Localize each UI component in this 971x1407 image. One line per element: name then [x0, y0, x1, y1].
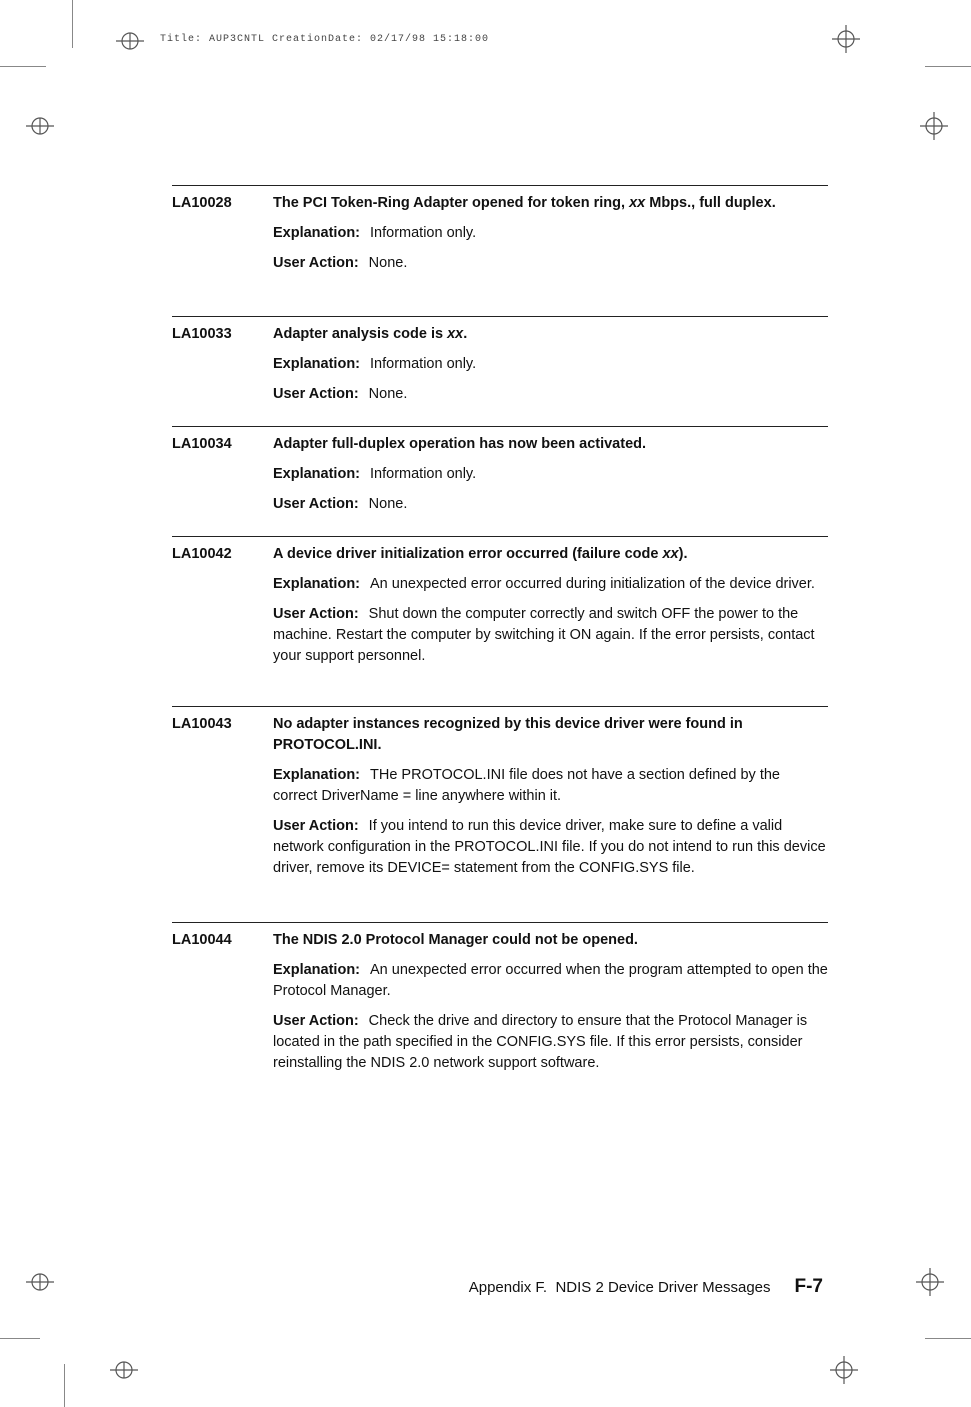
print-header: Title: AUP3CNTL CreationDate: 02/17/98 15:18:00: [160, 34, 490, 45]
explanation: Explanation: THe PROTOCOL.INI file does not have a section defined by the correct DriverName = line anywhere within it.: [273, 767, 780, 804]
message-title: The NDIS 2.0 Protocol Manager could not be opened.: [273, 932, 638, 948]
message-title: The PCI Token-Ring Adapter opened for token ring, xx Mbps., full duplex.: [273, 195, 776, 211]
explanation: Explanation: An unexpected error occurred during initialization of the device driver.: [273, 576, 815, 592]
message-entry: [172, 706, 828, 879]
trim-line: [925, 1338, 971, 1339]
registration-mark-icon: [832, 25, 860, 53]
page-footer: [469, 1276, 823, 1299]
user-action-label: User Action:: [273, 496, 359, 512]
message-entry: [172, 536, 828, 667]
explanation-label: Explanation:: [273, 962, 361, 978]
page-number: F-7: [794, 1276, 823, 1297]
message-code: LA10043: [172, 716, 232, 732]
explanation: Explanation: Information only.: [273, 356, 477, 372]
explanation-label: Explanation:: [273, 767, 361, 783]
registration-mark-icon: [26, 112, 54, 140]
message-title: No adapter instances recognized by this device driver were found in PROTOCOL.INI.: [273, 716, 743, 753]
user-action-label: User Action:: [273, 818, 359, 834]
message-title: Adapter analysis code is xx.: [273, 326, 468, 342]
message-code: LA10033: [172, 326, 232, 342]
user-action: User Action: Shut down the computer correctly and switch OFF the power to the machine. Restart the computer by switching it ON again. If the error persists, contact your support personnel.: [273, 606, 815, 664]
registration-mark-icon: [116, 27, 144, 55]
message-code: LA10028: [172, 195, 232, 211]
message-code: LA10034: [172, 436, 232, 452]
user-action: User Action: If you intend to run this device driver, make sure to define a valid network configuration in the PROTOCOL.INI file. If you do not intend to run this device driver, remove its DEVICE= statement from the CONFIG.SYS file.: [273, 818, 826, 876]
registration-mark-icon: [830, 1356, 858, 1384]
explanation: Explanation: An unexpected error occurred when the program attempted to open the Protocol Manager.: [273, 962, 828, 999]
explanation-label: Explanation:: [273, 466, 361, 482]
explanation-label: Explanation:: [273, 356, 361, 372]
user-action-label: User Action:: [273, 255, 359, 271]
user-action: User Action: Check the drive and directory to ensure that the Protocol Manager is located in the path specified in the CONFIG.SYS file. If this error persists, consider reinstalling the NDIS 2.0 network support software.: [273, 1013, 808, 1071]
explanation-label: Explanation:: [273, 576, 361, 592]
footer-text: Appendix F. NDIS 2 Device Driver Messages: [468, 1279, 771, 1296]
user-action-label: User Action:: [273, 606, 359, 622]
message-entry: [172, 922, 828, 1074]
user-action: User Action: None.: [273, 496, 408, 512]
explanation-label: Explanation:: [273, 225, 361, 241]
message-title: A device driver initialization error occurred (failure code xx).: [273, 546, 688, 562]
user-action-label: User Action:: [273, 1013, 359, 1029]
user-action: User Action: None.: [273, 386, 408, 402]
registration-mark-icon: [110, 1356, 138, 1384]
message-entry: [172, 316, 828, 405]
message-title: Adapter full-duplex operation has now been activated.: [273, 436, 647, 452]
registration-mark-icon: [26, 1268, 54, 1296]
trim-line: [64, 1364, 65, 1407]
trim-line: [72, 0, 73, 48]
message-code: LA10042: [172, 546, 232, 562]
message-entry: [172, 185, 828, 274]
trim-line: [925, 66, 971, 67]
trim-line: [0, 66, 46, 67]
registration-mark-icon: [916, 1268, 944, 1296]
explanation: Explanation: Information only.: [273, 225, 477, 241]
explanation: Explanation: Information only.: [273, 466, 477, 482]
message-code: LA10044: [172, 932, 232, 948]
trim-line: [0, 1338, 40, 1339]
user-action-label: User Action:: [273, 386, 359, 402]
user-action: User Action: None.: [273, 255, 408, 271]
message-entry: [172, 426, 828, 515]
registration-mark-icon: [920, 112, 948, 140]
